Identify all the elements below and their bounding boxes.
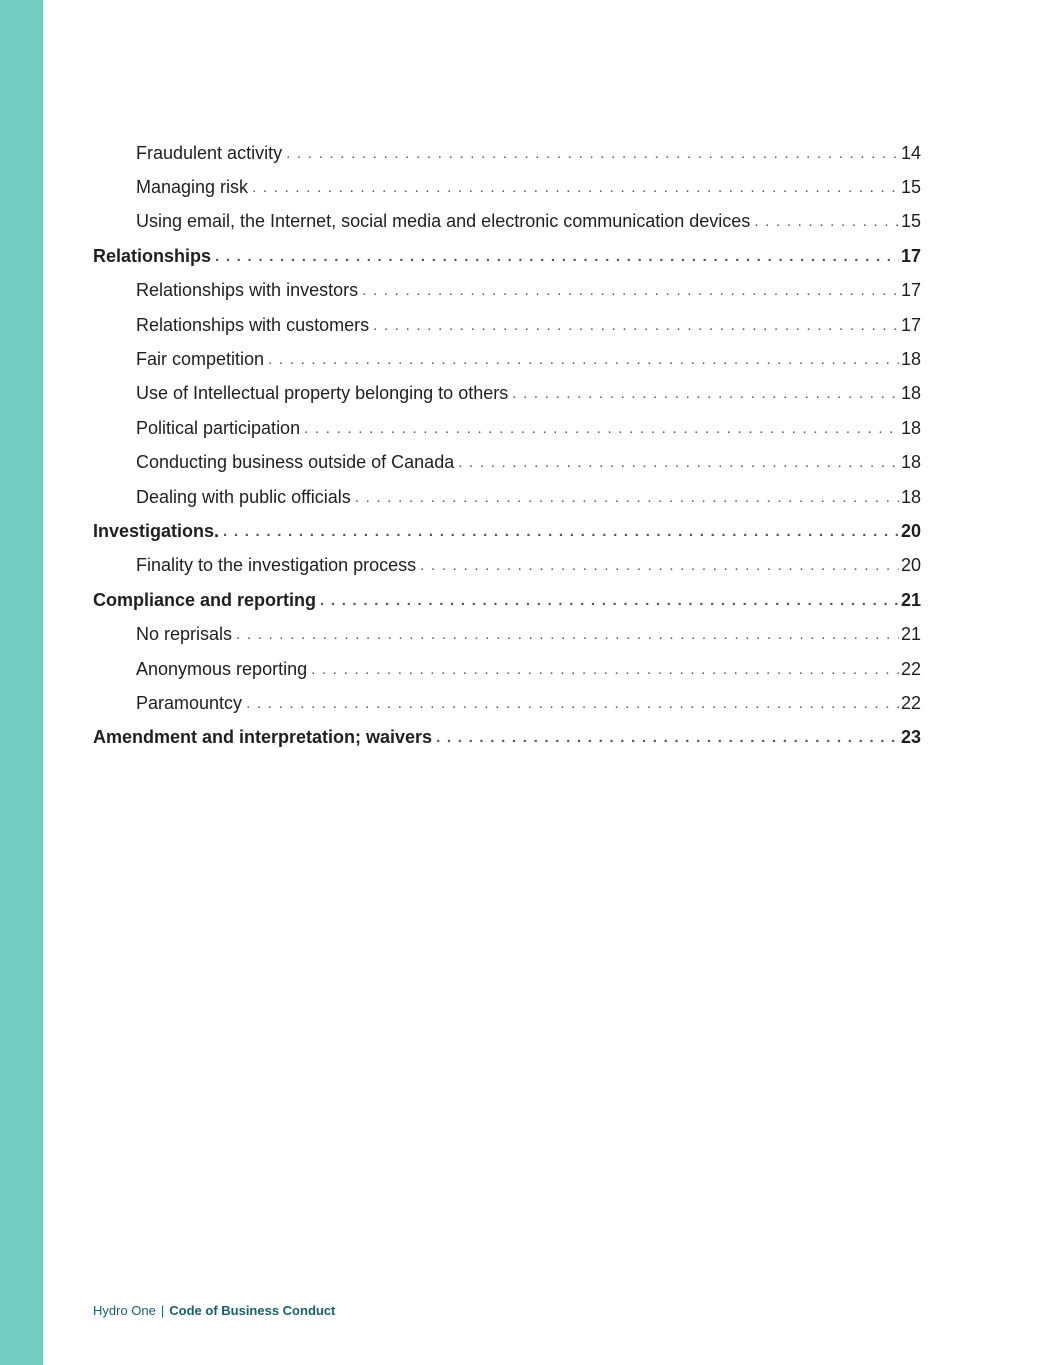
toc-entry-label: Using email, the Internet, social media and electronic communication devices [136,211,751,232]
toc-leader-dots [754,213,899,230]
toc-section-page: 21 [900,589,921,610]
toc-entry[interactable] [93,411,921,445]
toc-leader-dots [420,557,899,574]
toc-entry-label: Political participation [136,417,301,438]
toc-entry[interactable] [93,617,921,651]
toc-entry[interactable] [93,377,921,411]
toc-entry-page: 14 [900,142,921,163]
toc-leader-dots [304,420,899,437]
toc-entry-label: Finality to the investigation process [136,555,417,576]
toc-leader-dots [355,489,899,506]
toc-section[interactable] [93,721,921,755]
toc-entry[interactable] [93,652,921,686]
toc-entry[interactable] [93,342,921,376]
toc-entry-page: 18 [900,486,921,507]
table-of-contents [93,136,921,755]
toc-entry[interactable] [93,446,921,480]
toc-entry-page: 15 [900,177,921,198]
toc-entry-page: 20 [900,555,921,576]
toc-leader-dots [236,626,899,643]
toc-entry-page: 22 [900,692,921,713]
toc-entry-label: No reprisals [136,624,233,645]
toc-entry-label: Fair competition [136,349,265,370]
toc-leader-dots [215,248,899,265]
toc-entry[interactable] [93,205,921,239]
toc-entry[interactable] [93,549,921,583]
toc-entry-page: 21 [900,624,921,645]
toc-section[interactable] [93,239,921,273]
toc-entry[interactable] [93,686,921,720]
toc-leader-dots [373,317,899,334]
toc-entry-page: 18 [900,349,921,370]
toc-entry-label: Paramountcy [136,692,243,713]
toc-section[interactable] [93,514,921,548]
toc-entry-label: Conducting business outside of Canada [136,452,455,473]
toc-section-page: 17 [900,245,921,266]
toc-leader-dots [458,454,899,471]
toc-entry-page: 18 [900,452,921,473]
toc-leader-dots [268,351,899,368]
toc-entry-label: Managing risk [136,177,249,198]
toc-leader-dots [286,145,899,162]
toc-section[interactable] [93,583,921,617]
toc-entry-page: 15 [900,211,921,232]
toc-leader-dots [246,695,899,712]
toc-entry-label: Anonymous reporting [136,658,308,679]
toc-entry[interactable] [93,274,921,308]
toc-entry-label: Use of Intellectual property belonging to others [136,383,509,404]
toc-leader-dots [252,179,899,196]
toc-entry-label: Relationships with customers [136,314,370,335]
toc-leader-dots [311,661,899,678]
footer-separator: | [160,1303,165,1318]
toc-leader-dots [320,592,899,609]
toc-section-label: Investigations. [93,520,220,541]
footer-company: Hydro One [93,1303,156,1318]
toc-leader-dots [436,729,899,746]
toc-leader-dots [362,282,899,299]
toc-entry-page: 22 [900,658,921,679]
toc-entry-page: 18 [900,383,921,404]
page-footer [93,1303,335,1318]
toc-entry-label: Relationships with investors [136,280,359,301]
toc-entry-page: 17 [900,280,921,301]
toc-section-page: 23 [900,727,921,748]
footer-document-title: Code of Business Conduct [169,1303,336,1318]
toc-section-label: Amendment and interpretation; waivers [93,727,433,748]
toc-entry[interactable] [93,136,921,170]
accent-sidebar [0,0,43,1365]
toc-entry[interactable] [93,308,921,342]
toc-entry-page: 18 [900,417,921,438]
toc-entry-label: Fraudulent activity [136,142,283,163]
toc-section-page: 20 [900,520,921,541]
toc-section-label: Compliance and reporting [93,589,317,610]
toc-entry[interactable] [93,170,921,204]
toc-entry[interactable] [93,480,921,514]
toc-leader-dots [512,385,899,402]
toc-entry-page: 17 [900,314,921,335]
toc-leader-dots [223,523,899,540]
toc-section-label: Relationships [93,245,212,266]
toc-entry-label: Dealing with public officials [136,486,351,507]
